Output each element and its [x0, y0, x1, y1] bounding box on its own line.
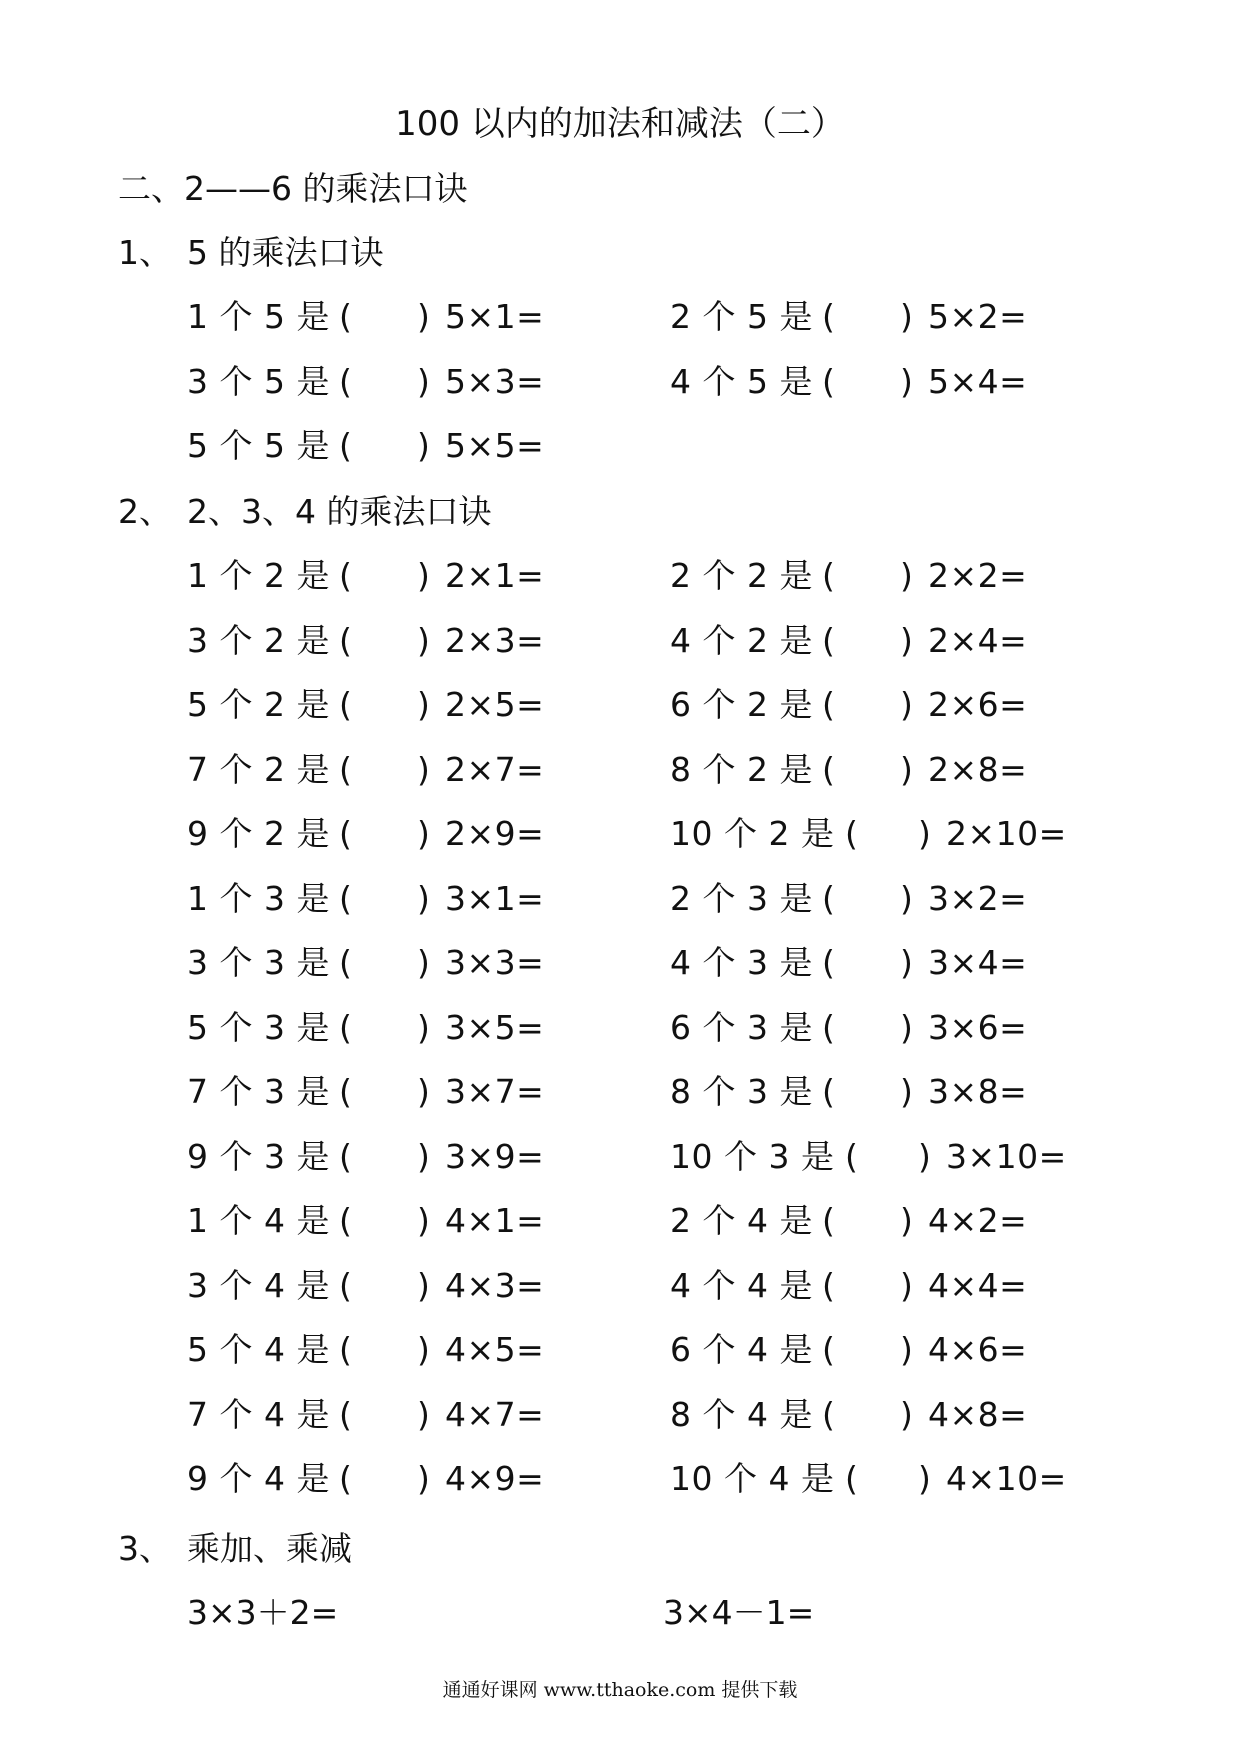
page-title: 100 以内的加法和减法（二）	[395, 104, 845, 144]
close-paren: )	[417, 1072, 431, 1111]
exercise-row	[0, 617, 1240, 665]
exercise-row	[0, 1133, 1240, 1181]
expression: 3×4－1=	[663, 1593, 815, 1632]
open-paren: (	[339, 426, 353, 465]
close-paren: )	[417, 1201, 431, 1240]
subsection-1-title: 5 的乘法口诀	[187, 233, 384, 272]
exercise-row	[0, 1197, 1240, 1245]
close-paren: )	[417, 749, 431, 789]
phrase-text: 10 个 3 是	[670, 1136, 835, 1176]
part3-row	[0, 1589, 1240, 1637]
subsection-2-number: 2、	[118, 492, 172, 531]
open-paren: (	[845, 814, 859, 853]
footer: 通通好课网 www.tthaoke.com 提供下载	[442, 1679, 798, 1701]
phrase-text: 3 个 4 是	[187, 1265, 330, 1305]
close-paren: )	[900, 1072, 914, 1111]
open-paren: (	[822, 685, 836, 724]
equation-text: 3×5=	[445, 1007, 545, 1047]
close-paren: )	[900, 685, 914, 724]
open-paren: (	[339, 1201, 353, 1240]
equation-text: 5×4=	[928, 361, 1028, 401]
phrase-text: 1 个 3 是	[187, 878, 330, 918]
equation-text: 5×2=	[928, 297, 1028, 336]
open-paren: (	[339, 297, 353, 336]
close-paren: )	[417, 943, 431, 982]
phrase-text: 4 个 3 是	[670, 943, 813, 982]
phrase-text: 5 个 5 是	[187, 426, 330, 465]
open-paren: (	[845, 1136, 859, 1176]
equation-text: 4×8=	[928, 1394, 1028, 1434]
open-paren: (	[339, 361, 353, 401]
phrase-text: 3 个 3 是	[187, 943, 330, 982]
close-paren: )	[900, 943, 914, 982]
open-paren: (	[339, 556, 353, 595]
phrase-text: 2 个 5 是	[670, 297, 813, 336]
equation-text: 4×4=	[928, 1265, 1028, 1305]
phrase-text: 7 个 3 是	[187, 1072, 330, 1111]
close-paren: )	[900, 1007, 914, 1047]
equation-text: 3×10=	[946, 1136, 1067, 1176]
phrase-text: 8 个 4 是	[670, 1394, 813, 1434]
phrase-text: 2 个 4 是	[670, 1201, 813, 1240]
close-paren: )	[417, 1007, 431, 1047]
equation-text: 2×10=	[946, 814, 1067, 853]
equation-text: 4×9=	[445, 1459, 545, 1498]
open-paren: (	[339, 1330, 353, 1369]
close-paren: )	[417, 361, 431, 401]
equation-text: 2×2=	[928, 556, 1028, 595]
close-paren: )	[900, 749, 914, 789]
phrase-text: 8 个 3 是	[670, 1072, 813, 1111]
equation-text: 4×7=	[445, 1394, 545, 1434]
open-paren: (	[822, 620, 836, 660]
close-paren: )	[918, 1459, 932, 1498]
phrase-text: 5 个 4 是	[187, 1330, 330, 1369]
exercise-row	[0, 422, 1240, 470]
close-paren: )	[900, 620, 914, 660]
phrase-text: 5 个 2 是	[187, 685, 330, 724]
equation-text: 2×6=	[928, 685, 1028, 724]
phrase-text: 6 个 4 是	[670, 1330, 813, 1369]
equation-text: 2×8=	[928, 749, 1028, 789]
close-paren: )	[417, 297, 431, 336]
equation-text: 4×10=	[946, 1459, 1067, 1498]
close-paren: )	[417, 1265, 431, 1305]
phrase-text: 3 个 5 是	[187, 361, 330, 401]
close-paren: )	[417, 1136, 431, 1176]
open-paren: (	[822, 749, 836, 789]
open-paren: (	[339, 1265, 353, 1305]
subsection-3-number: 3、	[118, 1529, 172, 1568]
close-paren: )	[417, 685, 431, 724]
equation-text: 4×1=	[445, 1201, 545, 1240]
section-heading: 二、2——6 的乘法口诀	[118, 169, 468, 208]
subsection-2-title: 2、3、4 的乘法口诀	[187, 492, 492, 531]
equation-text: 3×9=	[445, 1136, 545, 1176]
open-paren: (	[822, 943, 836, 982]
open-paren: (	[822, 1007, 836, 1047]
phrase-text: 10 个 2 是	[670, 814, 835, 853]
equation-text: 2×3=	[445, 620, 545, 660]
phrase-text: 1 个 2 是	[187, 556, 330, 595]
phrase-text: 2 个 3 是	[670, 878, 813, 918]
open-paren: (	[845, 1459, 859, 1498]
close-paren: )	[900, 1265, 914, 1305]
phrase-text: 1 个 5 是	[187, 297, 330, 336]
expression: 3×3＋2=	[187, 1593, 339, 1632]
equation-text: 3×2=	[928, 878, 1028, 918]
exercise-row	[0, 1391, 1240, 1439]
phrase-text: 3 个 2 是	[187, 620, 330, 660]
close-paren: )	[900, 297, 914, 336]
close-paren: )	[900, 1201, 914, 1240]
open-paren: (	[822, 361, 836, 401]
phrase-text: 8 个 2 是	[670, 749, 813, 789]
close-paren: )	[417, 556, 431, 595]
close-paren: )	[417, 620, 431, 660]
close-paren: )	[417, 814, 431, 853]
close-paren: )	[417, 1459, 431, 1498]
equation-text: 4×6=	[928, 1330, 1028, 1369]
equation-text: 2×9=	[445, 814, 545, 853]
equation-text: 4×5=	[445, 1330, 545, 1369]
equation-text: 4×3=	[445, 1265, 545, 1305]
equation-text: 3×4=	[928, 943, 1028, 982]
equation-text: 5×1=	[445, 297, 545, 336]
phrase-text: 4 个 5 是	[670, 361, 813, 401]
open-paren: (	[339, 1394, 353, 1434]
equation-text: 3×6=	[928, 1007, 1028, 1047]
phrase-text: 4 个 2 是	[670, 620, 813, 660]
open-paren: (	[822, 1201, 836, 1240]
equation-text: 3×8=	[928, 1072, 1028, 1111]
exercise-row	[0, 875, 1240, 923]
exercise-row	[0, 358, 1240, 406]
open-paren: (	[339, 749, 353, 789]
open-paren: (	[822, 1265, 836, 1305]
equation-text: 3×1=	[445, 878, 545, 918]
close-paren: )	[900, 556, 914, 595]
close-paren: )	[417, 878, 431, 918]
open-paren: (	[339, 814, 353, 853]
phrase-text: 5 个 3 是	[187, 1007, 330, 1047]
exercise-row	[0, 681, 1240, 729]
open-paren: (	[822, 556, 836, 595]
exercise-row	[0, 1326, 1240, 1374]
subsection-3-title: 乘加、乘减	[187, 1529, 352, 1568]
equation-text: 2×7=	[445, 749, 545, 789]
open-paren: (	[822, 1330, 836, 1369]
close-paren: )	[900, 878, 914, 918]
equation-text: 4×2=	[928, 1201, 1028, 1240]
open-paren: (	[339, 685, 353, 724]
close-paren: )	[918, 814, 932, 853]
equation-text: 3×7=	[445, 1072, 545, 1111]
open-paren: (	[822, 1072, 836, 1111]
open-paren: (	[339, 1136, 353, 1176]
close-paren: )	[900, 1394, 914, 1434]
exercise-row	[0, 746, 1240, 794]
close-paren: )	[918, 1136, 932, 1176]
phrase-text: 1 个 4 是	[187, 1201, 330, 1240]
phrase-text: 9 个 4 是	[187, 1459, 330, 1498]
open-paren: (	[822, 878, 836, 918]
exercise-row	[0, 939, 1240, 987]
equation-text: 2×4=	[928, 620, 1028, 660]
equation-text: 5×5=	[445, 426, 545, 465]
open-paren: (	[822, 297, 836, 336]
open-paren: (	[339, 878, 353, 918]
close-paren: )	[417, 1330, 431, 1369]
phrase-text: 7 个 2 是	[187, 749, 330, 789]
equation-text: 2×5=	[445, 685, 545, 724]
phrase-text: 9 个 3 是	[187, 1136, 330, 1176]
exercise-row	[0, 552, 1240, 600]
phrase-text: 6 个 3 是	[670, 1007, 813, 1047]
open-paren: (	[339, 1007, 353, 1047]
phrase-text: 6 个 2 是	[670, 685, 813, 724]
close-paren: )	[900, 1330, 914, 1369]
exercise-row	[0, 810, 1240, 858]
equation-text: 5×3=	[445, 361, 545, 401]
close-paren: )	[417, 1394, 431, 1434]
open-paren: (	[339, 943, 353, 982]
close-paren: )	[900, 361, 914, 401]
subsection-1-number: 1、	[118, 233, 172, 272]
open-paren: (	[339, 620, 353, 660]
open-paren: (	[822, 1394, 836, 1434]
phrase-text: 2 个 2 是	[670, 556, 813, 595]
exercise-row	[0, 1455, 1240, 1503]
exercise-row	[0, 1068, 1240, 1116]
phrase-text: 7 个 4 是	[187, 1394, 330, 1434]
open-paren: (	[339, 1459, 353, 1498]
exercise-row	[0, 293, 1240, 341]
equation-text: 3×3=	[445, 943, 545, 982]
open-paren: (	[339, 1072, 353, 1111]
close-paren: )	[417, 426, 431, 465]
equation-text: 2×1=	[445, 556, 545, 595]
phrase-text: 10 个 4 是	[670, 1459, 835, 1498]
exercise-row	[0, 1262, 1240, 1310]
phrase-text: 9 个 2 是	[187, 814, 330, 853]
phrase-text: 4 个 4 是	[670, 1265, 813, 1305]
exercise-row	[0, 1004, 1240, 1052]
